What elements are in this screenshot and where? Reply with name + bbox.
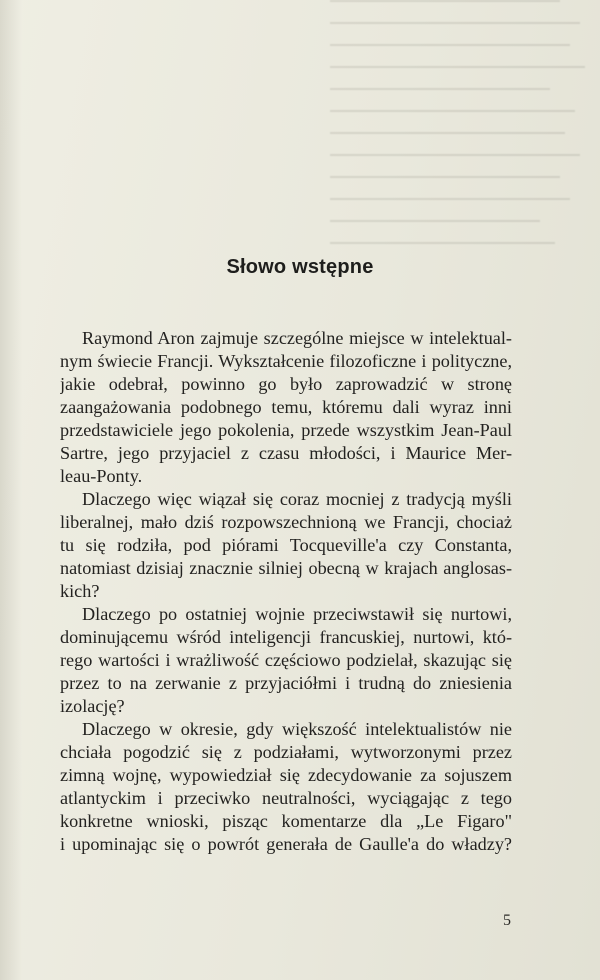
text-line: przez to na zerwanie z przyjaciółmi i trudną do zniesienia <box>60 673 512 693</box>
text-line: Dlaczego po ostatniej wojnie przeciwstawił się nurtowi, <box>82 604 512 624</box>
text-line: przedstawiciele jego pokolenia, przede wszystkim Jean-Paul <box>60 420 512 440</box>
text-line: chciała pogodzić się z podziałami, wytworzonymi przez <box>60 742 512 762</box>
spine-shadow <box>0 0 22 980</box>
body-text <box>60 327 512 856</box>
text-line: zimną wojnę, wypowiedział się zdecydowanie za sojuszem <box>60 765 512 785</box>
text-line: dominującemu wśród inteligencji francuskiej, nurtowi, któ- <box>60 627 512 647</box>
text-line: i upominając się o powrót generała de Gaulle'a do władzy? <box>60 834 512 854</box>
paragraph-1 <box>60 327 512 488</box>
text-line: konkretne wnioski, pisząc komentarze dla „Le Figaro" <box>60 811 512 831</box>
text-line: jakie odebrał, powinno go było zaprowadzić w stronę <box>60 374 512 394</box>
text-line: izolację? <box>60 696 125 716</box>
text-line: Sartre, jego przyjaciel z czasu młodości, i Maurice Mer- <box>60 443 512 463</box>
text-line: nym świecie Francji. Wykształcenie filozoficzne i polityczne, <box>60 351 512 371</box>
text-line: atlantyckim i przeciwko neutralności, wyciągając z tego <box>60 788 512 808</box>
text-line: Dlaczego więc wiązał się coraz mocniej z tradycją myśli <box>82 489 512 509</box>
paragraph-4 <box>60 718 512 856</box>
text-line: natomiast dzisiaj znacznie silniej obecną w krajach anglosas- <box>60 558 512 578</box>
page-number: 5 <box>503 912 511 929</box>
text-line: zaangażowania podobnego temu, któremu dali wyraz inni <box>60 397 512 417</box>
text-line: kich? <box>60 581 100 601</box>
text-line: Dlaczego w okresie, gdy większość intelektualistów nie <box>82 719 512 739</box>
text-line: rego wartości i wrażliwość częściowo podzielał, skazując się <box>60 650 512 670</box>
text-line: leau-Ponty. <box>60 466 143 486</box>
page-title: Słowo wstępne <box>226 256 374 278</box>
paragraph-2 <box>60 488 512 603</box>
paragraph-3 <box>60 603 512 718</box>
text-line: tu się rodziła, pod piórami Tocqueville'a czy Constanta, <box>60 535 512 555</box>
text-line: liberalnej, mało dziś rozpowszechnioną we Francji, chociaż <box>60 512 512 532</box>
text-line: Raymond Aron zajmuje szczególne miejsce w intelektual- <box>82 328 512 348</box>
